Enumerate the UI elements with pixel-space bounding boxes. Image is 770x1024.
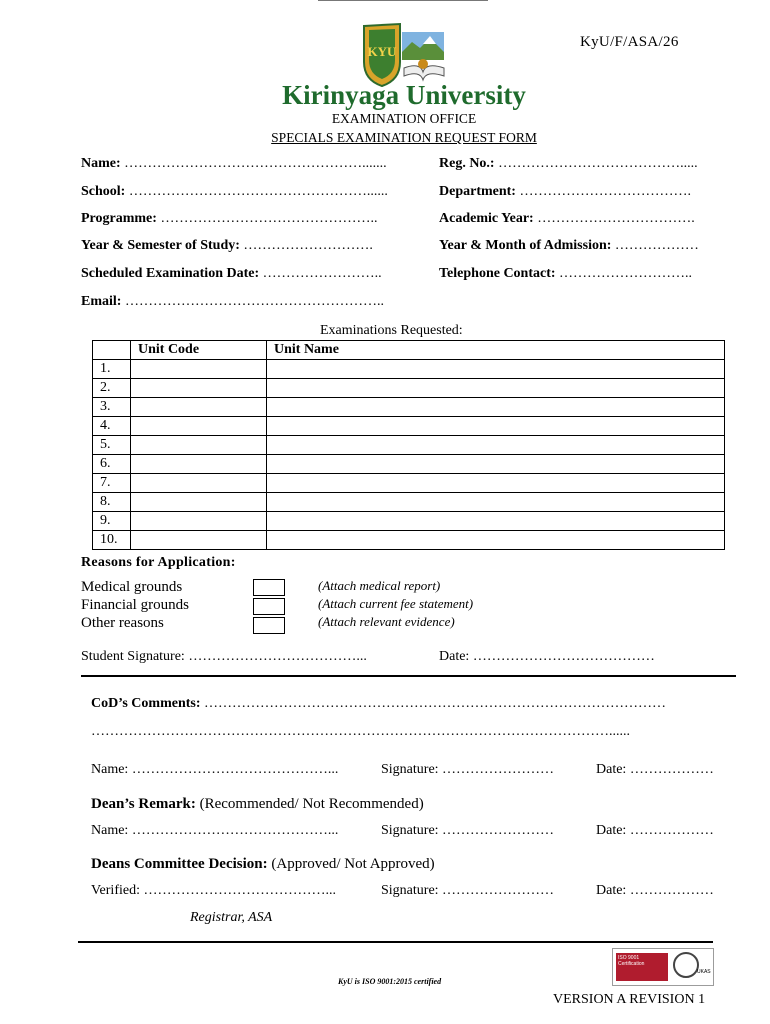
unit-name-cell[interactable]: [267, 512, 725, 531]
programme-field[interactable]: Programme: ………………………………………..: [81, 211, 378, 226]
iso-statement: KyU is ISO 9001:2015 certified: [338, 977, 442, 986]
student-date-field[interactable]: Date: …………………………………: [439, 649, 655, 664]
row-number: 6.: [93, 455, 131, 474]
dean-remark-label: Dean’s Remark: (Recommended/ Not Recommended): [91, 796, 424, 812]
other-attach-note: (Attach relevant evidence): [318, 614, 455, 629]
unit-name-cell[interactable]: [267, 398, 725, 417]
reason-other-label: Other reasons: [81, 615, 164, 631]
financial-attach-note: (Attach current fee statement): [318, 596, 474, 611]
exam-row: [93, 512, 725, 531]
form-code: KyU/F/ASA/26: [580, 34, 679, 50]
exams-header-row: [93, 341, 725, 360]
school-field[interactable]: School: ……………………………………………......: [81, 184, 388, 199]
top-rule: [318, 0, 488, 1]
other-checkbox[interactable]: [253, 617, 285, 634]
telephone-field[interactable]: Telephone Contact: ………………………..: [439, 266, 693, 281]
dean-name-field[interactable]: Name: ……………………………………...: [91, 823, 339, 838]
row-number: 2.: [93, 379, 131, 398]
iso-certificate-badge: [612, 948, 714, 986]
registrar-label: Registrar, ASA: [190, 910, 273, 925]
exam-row: [93, 417, 725, 436]
cod-name-field[interactable]: Name: ……………………………………...: [91, 762, 339, 777]
regno-field[interactable]: Reg. No.: ………………………………….....: [439, 156, 698, 171]
unit-name-cell[interactable]: [267, 379, 725, 398]
student-signature-field[interactable]: Student Signature: ………………………………...: [81, 649, 367, 664]
cod-date-field[interactable]: Date: ………………: [596, 762, 714, 777]
header-unit-name: Unit Name: [267, 341, 725, 360]
cod-comments-line2[interactable]: …………………………………………………………………………………………………......: [91, 724, 630, 739]
exam-row: [93, 493, 725, 512]
university-name: Kirinyaga University: [282, 80, 526, 110]
unit-code-cell[interactable]: [131, 360, 267, 379]
unit-name-cell[interactable]: [267, 436, 725, 455]
exams-table: [92, 340, 725, 550]
footer-divider: [78, 941, 713, 943]
committee-signature-field[interactable]: Signature: ……………………: [381, 883, 555, 898]
unit-name-cell[interactable]: [267, 455, 725, 474]
academic-year-field[interactable]: Academic Year: …………………………….: [439, 211, 695, 226]
cod-signature-field[interactable]: Signature: ……………………: [381, 762, 555, 777]
row-number: 9.: [93, 512, 131, 531]
email-field[interactable]: Email: ………………………………………………..: [81, 294, 384, 309]
cod-comments-field[interactable]: CoD’s Comments: ………………………………………………………………………………………: [91, 696, 667, 711]
row-number: 5.: [93, 436, 131, 455]
unit-code-cell[interactable]: [131, 379, 267, 398]
row-number: 1.: [93, 360, 131, 379]
unit-code-cell[interactable]: [131, 436, 267, 455]
exam-row: [93, 436, 725, 455]
unit-name-cell[interactable]: [267, 474, 725, 493]
exam-row: [93, 474, 725, 493]
unit-code-cell[interactable]: [131, 474, 267, 493]
dean-signature-field[interactable]: Signature: ……………………: [381, 823, 555, 838]
row-number: 8.: [93, 493, 131, 512]
version-label: VERSION A REVISION 1: [553, 992, 706, 1007]
name-field[interactable]: Name: …………………………………………….......: [81, 156, 387, 171]
committee-date-field[interactable]: Date: ………………: [596, 883, 714, 898]
admission-field[interactable]: Year & Month of Admission: ………………: [439, 238, 699, 253]
verified-field[interactable]: Verified: …………………………………...: [91, 883, 336, 898]
exam-row: [93, 360, 725, 379]
svg-text:KYU: KYU: [367, 44, 397, 59]
committee-decision-label: Deans Committee Decision: (Approved/ Not Approved): [91, 856, 435, 872]
row-number: 7.: [93, 474, 131, 493]
unit-code-cell[interactable]: [131, 455, 267, 474]
form-title: SPECIALS EXAMINATION REQUEST FORM: [271, 130, 537, 145]
year-semester-field[interactable]: Year & Semester of Study: ……………………….: [81, 238, 373, 253]
unit-code-cell[interactable]: [131, 531, 267, 550]
unit-code-cell[interactable]: [131, 493, 267, 512]
exams-caption: Examinations Requested:: [320, 323, 463, 338]
exam-row: [93, 398, 725, 417]
financial-checkbox[interactable]: [253, 598, 285, 615]
cert-red-panel: ISO 9001 Certification: [616, 953, 668, 981]
office-name: EXAMINATION OFFICE: [331, 111, 477, 126]
university-logo: [360, 22, 448, 88]
medical-checkbox[interactable]: [253, 579, 285, 596]
medical-attach-note: (Attach medical report): [318, 578, 441, 593]
reason-medical-label: Medical grounds: [81, 579, 183, 595]
exam-row: [93, 379, 725, 398]
scheduled-date-field[interactable]: Scheduled Examination Date: ……………………..: [81, 266, 382, 281]
unit-name-cell[interactable]: [267, 360, 725, 379]
unit-code-cell[interactable]: [131, 512, 267, 531]
crown-seal-icon: [673, 952, 699, 978]
row-number: 3.: [93, 398, 131, 417]
header-unit-code: Unit Code: [131, 341, 267, 360]
ukas-mark: UKAS: [697, 969, 711, 975]
unit-code-cell[interactable]: [131, 417, 267, 436]
exam-row: [93, 455, 725, 474]
reason-financial-label: Financial grounds: [81, 597, 189, 613]
dean-date-field[interactable]: Date: ………………: [596, 823, 714, 838]
unit-name-cell[interactable]: [267, 493, 725, 512]
header-number: [93, 341, 131, 360]
department-field[interactable]: Department: ……………………………….: [439, 184, 691, 199]
row-number: 4.: [93, 417, 131, 436]
exam-row: [93, 531, 725, 550]
unit-name-cell[interactable]: [267, 417, 725, 436]
unit-code-cell[interactable]: [131, 398, 267, 417]
section-divider: [81, 675, 736, 677]
unit-name-cell[interactable]: [267, 531, 725, 550]
reasons-heading: Reasons for Application:: [81, 555, 236, 570]
row-number: 10.: [93, 531, 131, 550]
